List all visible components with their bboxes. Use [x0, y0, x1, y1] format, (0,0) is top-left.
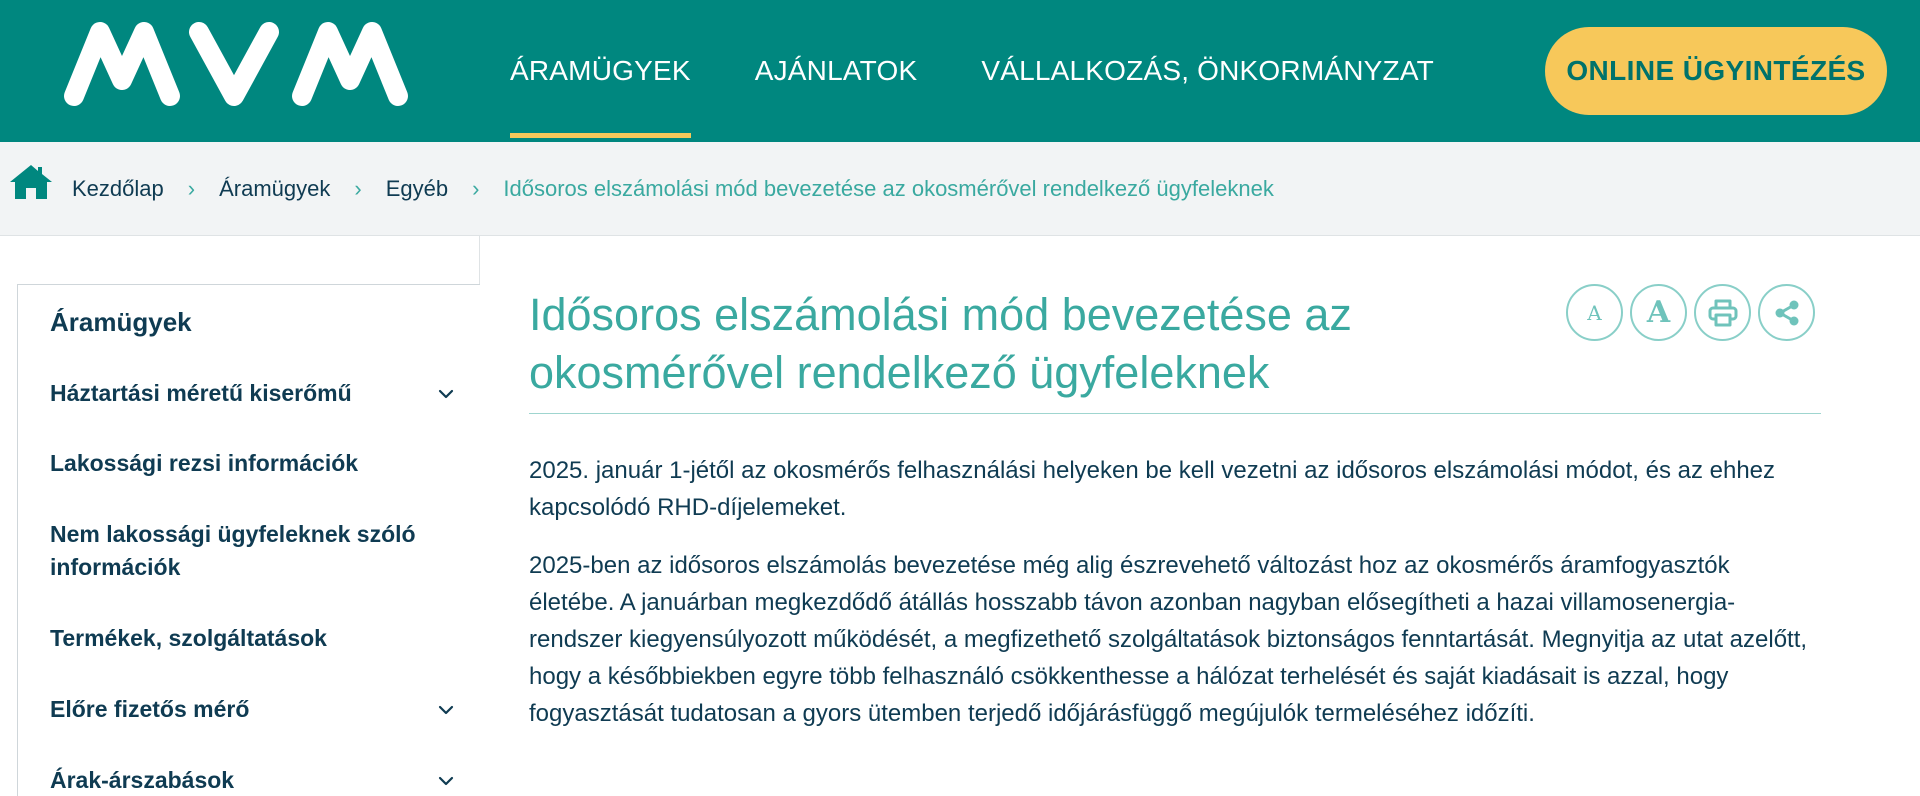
- breadcrumb-item-aramugyek[interactable]: Áramügyek: [219, 176, 331, 201]
- main-nav: [510, 0, 1498, 142]
- breadcrumb-item-kezdolap[interactable]: Kezdőlap: [72, 176, 164, 201]
- sidebar-item-label: Termékek, szolgáltatások: [50, 625, 327, 651]
- nav-item-vallalkozas[interactable]: VÁLLALKOZÁS, ÖNKORMÁNYZAT: [981, 55, 1434, 86]
- sidebar-item-label: Árak-árszabások: [50, 767, 235, 793]
- chevron-right-icon: ›: [187, 176, 196, 201]
- breadcrumb-trail: [72, 142, 1274, 236]
- article-paragraph: 2025-ben az idősoros elszámolás bevezetése még alig észrevehető változást hoz az okosmérős áramfogyasztók életébe. A januárban megkezdődő átállás hosszabb távon azonban nagyban elősegítheti a hazai villamosenergia-rendszer kiegyensúlyozott működését, a megfizethető szolgáltatások biztonságos fenntartását. Megnyitja az utat azelőtt, hogy a későbbiekben egyre több felhasználó csökkenthesse a hálózat terhelését és saját kiadásait is azzal, hogy fogyasztását tudatosan a gyors ütemben terjedő időjárásfüggő megújulók termeléséhez időzíti.: [529, 552, 1808, 727]
- sidebar-menu: [17, 284, 480, 796]
- breadcrumb: [0, 142, 1920, 236]
- sidebar-item-label: Nem lakossági ügyfeleknek szóló információk: [50, 521, 416, 580]
- sidebar-item-elore-fizetos-mero[interactable]: [50, 693, 450, 726]
- breadcrumb-current: Idősoros elszámolási mód bevezetése az okosmérővel rendelkező ügyfeleknek: [503, 176, 1274, 201]
- nav-item-aramugyek[interactable]: ÁRAMÜGYEK: [510, 0, 691, 142]
- sidebar-item-label: Előre fizetős mérő: [50, 696, 250, 722]
- chevron-right-icon: ›: [472, 176, 480, 201]
- nav-item-ajanlatok[interactable]: AJÁNLATOK: [754, 55, 918, 86]
- sidebar-item-label: Lakossági rezsi információk: [50, 450, 359, 476]
- sidebar-item-label: Háztartási méretű kiserőmű: [50, 380, 352, 406]
- sidebar-item-lakossagi-rezsi[interactable]: [50, 447, 450, 480]
- chevron-down-icon[interactable]: [437, 385, 455, 403]
- page-title: Idősoros elszámolási mód bevezetése az okosmérővel rendelkező ügyfeleknek: [529, 289, 1352, 398]
- online-ugyintezes-button[interactable]: ONLINE ÜGYINTÉZÉS: [1545, 27, 1887, 115]
- sidebar-item-termekek[interactable]: [50, 622, 450, 655]
- chevron-down-icon[interactable]: [437, 701, 455, 719]
- chevron-right-icon: ›: [354, 176, 362, 201]
- mvm-logo[interactable]: [62, 16, 432, 108]
- sidebar-column: [0, 236, 480, 796]
- print-icon[interactable]: [1694, 284, 1751, 341]
- sidebar-item-haztartasi-kiseromu[interactable]: [50, 377, 450, 410]
- font-increase-icon[interactable]: A: [1630, 284, 1687, 341]
- sidebar-title[interactable]: Áramügyek: [50, 307, 192, 337]
- home-icon[interactable]: [8, 162, 54, 202]
- sidebar-item-arak-arszabasok[interactable]: [50, 764, 450, 796]
- article-tools: [1566, 284, 1815, 341]
- article-paragraph: 2025. január 1-jétől az okosmérős felhasználási helyeken be kell vezetni az idősoros elszámolási módot, és az ehhez kapcsolódó RHD-díjelemeket.: [529, 457, 1776, 521]
- chevron-down-icon[interactable]: [437, 772, 455, 790]
- title-divider: [529, 413, 1821, 414]
- share-icon[interactable]: [1758, 284, 1815, 341]
- font-decrease-icon[interactable]: A: [1566, 284, 1623, 341]
- breadcrumb-item-egyeb[interactable]: Egyéb: [385, 176, 449, 201]
- sidebar-item-nem-lakossagi[interactable]: [50, 518, 440, 584]
- site-header: [0, 0, 1920, 142]
